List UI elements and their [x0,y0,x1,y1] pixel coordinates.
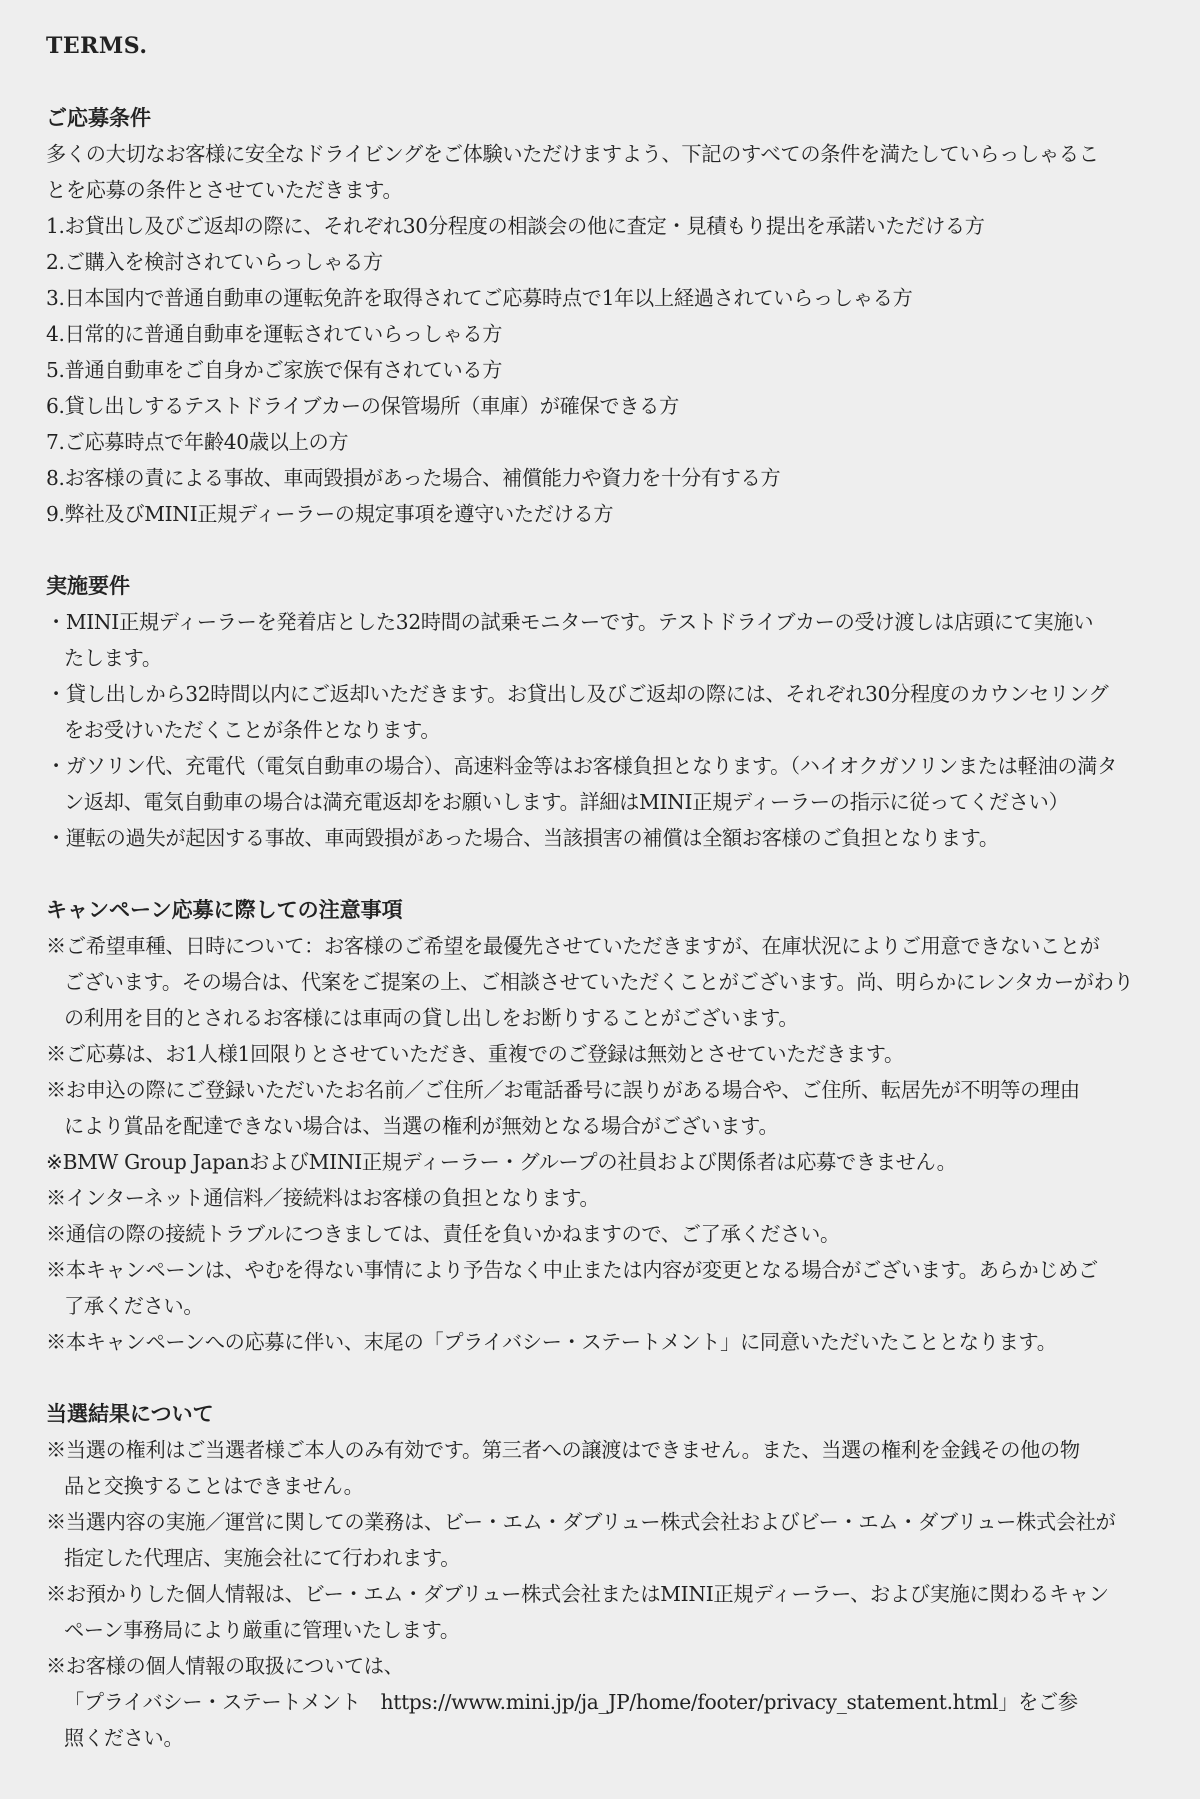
list-item-continuation: ン返却、電気自動車の場合は満充電返却をお願いします。詳細はMINI正規ディーラーの指示に従ってください） [64,790,1069,814]
list-item: 5.普通自動車をご自身かご家族で保有されている方 [46,358,503,382]
note-item: ※本キャンペーンは、やむを得ない事情により予告なく中止または内容が変更となる場合がございます。あらかじめご [46,1258,1099,1282]
list-item: 2.ご購入を検討されていらっしゃる方 [46,250,383,274]
privacy-statement-reference: 「プライバシー・ステートメント https://www.mini.jp/ja_JP/home/footer/privacy_statement.html」をご参 [64,1690,1078,1714]
section-heading: キャンペーン応募に際しての注意事項 [46,897,403,922]
section-body [46,1432,1156,1756]
list-item: ・運転の過失が起因する事故、車両毀損があった場合、当該損害の補償は全額お客様のご負担となります。 [46,826,999,850]
note-item: ※通信の際の接続トラブルにつきましては、責任を負いかねますので、ご了承ください。 [46,1222,840,1246]
list-item-continuation: をお受けいただくことが条件となります。 [64,718,441,742]
note-item: ※BMW Group JapanおよびMINI正規ディーラー・グループの社員および関係者は応募できません。 [46,1150,957,1174]
note-item-continuation: の利用を目的とされるお客様には車両の貸し出しをお断りすることがございます。 [64,1006,799,1030]
note-item-continuation: により賞品を配達できない場合は、当選の権利が無効となる場合がございます。 [64,1114,779,1138]
list-item: 6.貸し出しするテストドライブカーの保管場所（車庫）が確保できる方 [46,394,679,418]
section-application-conditions [46,100,1156,532]
section-heading: 当選結果について [46,1401,214,1426]
list-item: 1.お貸出し及びご返却の際に、それぞれ30分程度の相談会の他に査定・見積もり提出を承諾いただける方 [46,214,985,238]
text-line: 多くの大切なお客様に安全なドライビングをご体験いただけますよう、下記のすべての条件を満たしていらっしゃるこ [46,142,1099,166]
section-heading: 実施要件 [46,573,130,598]
section-body [46,136,1156,532]
text-line: とを応募の条件とさせていただきます。 [46,178,403,202]
note-item-continuation: 指定した代理店、実施会社にて行われます。 [64,1546,461,1570]
page-title: TERMS. [46,33,148,59]
list-item: 3.日本国内で普通自動車の運転免許を取得されてご応募時点で1年以上経過されていらっしゃる方 [46,286,913,310]
list-item: 4.日常的に普通自動車を運転されていらっしゃる方 [46,322,503,346]
section-body [46,928,1156,1360]
note-item: ※本キャンペーンへの応募に伴い、末尾の「プライバシー・ステートメント」に同意いただいたこととなります。 [46,1330,1057,1354]
note-item-continuation: 照ください。 [64,1726,184,1750]
section-winner-results [46,1396,1156,1756]
note-item: ※お客様の個人情報の取扱については、 [46,1654,404,1678]
note-item-continuation: ございます。その場合は、代案をご提案の上、ご相談させていただくことがございます。尚、明らかにレンタカーがわり [64,970,1134,994]
note-item: ※ご応募は、お1人様1回限りとさせていただき、重複でのご登録は無効とさせていただきます。 [46,1042,904,1066]
list-item: 7.ご応募時点で年齢40歳以上の方 [46,430,349,454]
note-item: ※当選内容の実施／運営に関しての業務は、ビー・エム・ダブリュー株式会社およびビー・エム・ダブリュー株式会社が [46,1510,1116,1534]
note-item: ※お預かりした個人情報は、ビー・エム・ダブリュー株式会社またはMINI正規ディーラー、および実施に関わるキャン [46,1582,1109,1606]
note-item: ※お申込の際にご登録いただいたお名前／ご住所／お電話番号に誤りがある場合や、ご住所、転居先が不明等の理由 [46,1078,1080,1102]
section-heading: ご応募条件 [46,105,151,130]
list-item: ・ガソリン代、充電代（電気自動車の場合）、高速料金等はお客様負担となります。（ハイオクガソリンまたは軽油の満タ [46,754,1117,778]
section-campaign-notes [46,892,1156,1360]
note-item-continuation: 了承ください。 [64,1294,204,1318]
section-body [46,604,1156,856]
note-item-continuation: 品と交換することはできません。 [64,1474,364,1498]
section-implementation-requirements [46,568,1156,856]
list-item-continuation: たします。 [64,646,162,670]
note-item: ※インターネット通信料／接続料はお客様の負担となります。 [46,1186,600,1210]
note-item: ※ご希望車種、日時について：お客様のご希望を最優先させていただきますが、在庫状況によりご用意できないことが [46,934,1100,958]
note-item: ※当選の権利はご当選者様ご本人のみ有効です。第三者への譲渡はできません。また、当選の権利を金銭その他の物 [46,1438,1080,1462]
list-item: ・MINI正規ディーラーを発着店とした32時間の試乗モニターです。テストドライブカーの受け渡しは店頭にて実施い [46,610,1094,634]
list-item: 8.お客様の責による事故、車両毀損があった場合、補償能力や資力を十分有する方 [46,466,781,490]
list-item: ・貸し出しから32時間以内にご返却いただきます。お貸出し及びご返却の際には、それぞれ30分程度のカウンセリング [46,682,1109,706]
note-item-continuation: ペーン事務局により厳重に管理いたします。 [64,1618,460,1642]
list-item: 9.弊社及びMINI正規ディーラーの規定事項を遵守いただける方 [46,502,614,526]
